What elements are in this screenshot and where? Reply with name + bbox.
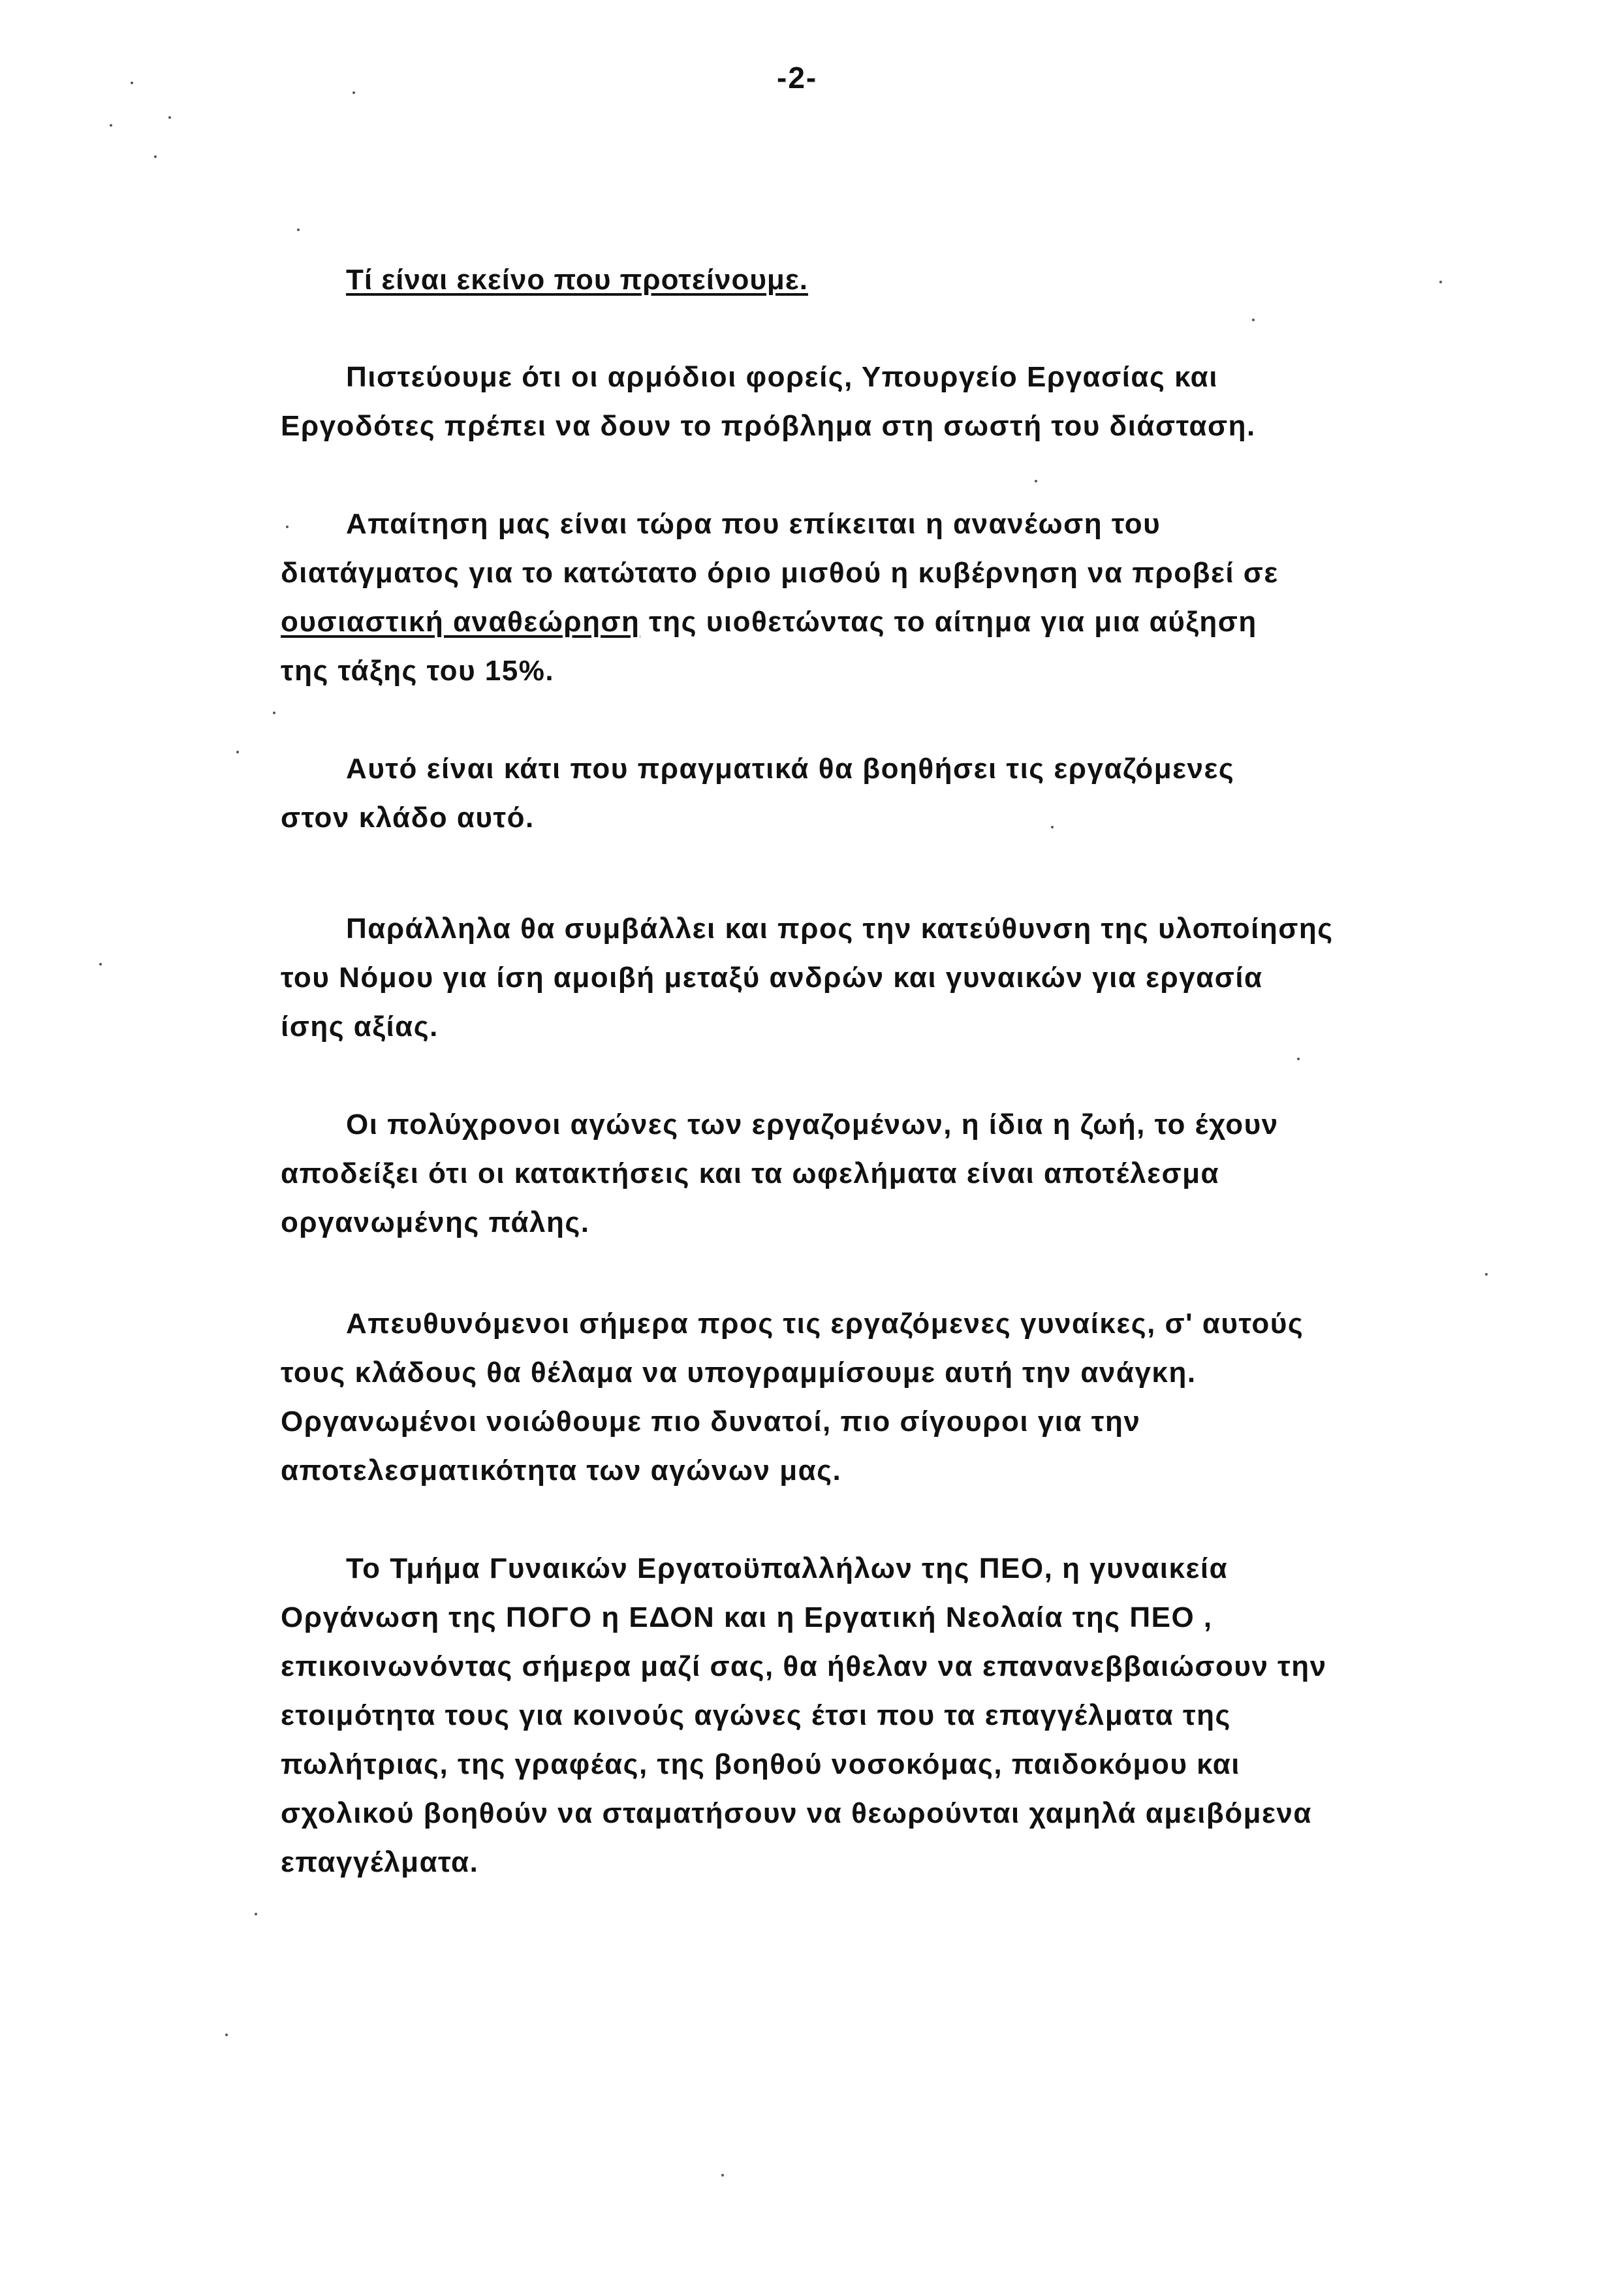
scan-speck: [273, 712, 275, 714]
scan-speck: [1035, 480, 1037, 482]
paragraph-2: [281, 499, 1351, 695]
section-heading: Τί είναι εκείνο που προτείνουμε.: [346, 264, 808, 296]
scan-speck: [1051, 826, 1054, 828]
paragraph-line: πωλήτριας, της γραφέας, της βοηθού νοσοκόμας, παιδοκόμου και: [281, 1748, 1241, 1780]
paragraph-line: στον κλάδο αυτό.: [281, 802, 535, 834]
paragraph-line: ετοιμότητα τους για κοινούς αγώνες έτσι που τα επαγγέλματα της: [281, 1699, 1231, 1731]
paragraph-line: διατάγματος για το κατώτατο όριο μισθού η κυβέρνηση να προβεί σε: [281, 557, 1279, 589]
scan-speck: [1297, 1058, 1300, 1060]
paragraph-line: τους κλάδους θα θέλαμα να υπογραμμίσουμε αυτή την ανάγκη.: [281, 1357, 1197, 1389]
scan-speck: [236, 751, 239, 753]
paragraph-7: [281, 1544, 1351, 1887]
paragraph-line: Απαίτηση μας είναι τώρα που επίκειται η ανανέωση του: [346, 508, 1161, 540]
paragraph-line: Παράλληλα θα συμβάλλει και προς την κατεύθυνση της υλοποίησης: [346, 913, 1334, 945]
paragraph-line-rest: της υιοθετώντας το αίτημα για μια αύξηση: [640, 606, 1257, 638]
paragraph-line: του Νόμου για ίση αμοιβή μεταξύ ανδρών και γυναικών για εργασία: [281, 962, 1263, 994]
paragraph-6: [281, 1299, 1351, 1495]
paragraph-line: Το Τμήμα Γυναικών Εργατοϋπαλλήλων της ΠΕΟ, η γυναικεία: [346, 1552, 1229, 1584]
paragraph-line: αποδείξει ότι οι κατακτήσεις και τα ωφελήματα είναι αποτέλεσμα: [281, 1157, 1220, 1189]
paragraph-line: [281, 597, 1351, 646]
scan-speck: [297, 228, 300, 231]
scan-speck: [154, 155, 157, 158]
paragraph-line: Οργανωμένοι νοιώθουμε πιο δυνατοί, πιο σίγουροι για την: [281, 1406, 1141, 1438]
scan-speck: [1252, 319, 1255, 321]
page-number: -2-: [777, 61, 818, 95]
scan-speck: [1485, 1273, 1488, 1276]
paragraph-4: [281, 904, 1351, 1051]
paragraph-line: σχολικού βοηθούν να σταματήσουν να θεωρούνται χαμηλά αμειβόμενα: [281, 1797, 1312, 1829]
paragraph-1: [281, 353, 1351, 450]
scan-speck: [110, 124, 112, 127]
scan-speck: [721, 2174, 724, 2177]
paragraph-line: επικοινωνόντας σήμερα μαζί σας, θα ήθελαν να επανανεββαιώσουν την: [281, 1650, 1327, 1682]
scan-speck: [352, 91, 355, 94]
scan-speck: [168, 116, 171, 119]
paragraph-line: αποτελεσματικότητα των αγώνων μας.: [281, 1455, 842, 1486]
scan-speck: [225, 2034, 228, 2036]
paragraph-line: της τάξης του 15%.: [281, 655, 555, 687]
paragraph-line: Πιστεύουμε ότι οι αρμόδιοι φορείς, Υπουργείο Εργασίας και: [346, 361, 1218, 393]
scan-speck: [1439, 281, 1442, 283]
scan-speck: [255, 1913, 257, 1915]
paragraph-line: Οργάνωση της ΠΟΓΟ η ΕΔΟΝ και η Εργατική Νεολαία της ΠΕΟ ,: [281, 1601, 1213, 1633]
paragraph-3: [281, 744, 1351, 842]
paragraph-line: Αυτό είναι κάτι που πραγματικά θα βοηθήσει τις εργαζόμενες: [346, 753, 1235, 785]
scan-speck: [131, 82, 133, 84]
paragraph-5: [281, 1100, 1351, 1247]
underlined-phrase: ουσιαστική αναθεώρηση: [281, 606, 640, 638]
paragraph-line: Απευθυνόμενοι σήμερα προς τις εργαζόμενες γυναίκες, σ' αυτούς: [346, 1308, 1304, 1340]
paragraph-line: οργανωμένης πάλης.: [281, 1206, 590, 1238]
paragraph-line: Οι πολύχρονοι αγώνες των εργαζομένων, η ίδια η ζωή, το έχουν: [346, 1109, 1279, 1140]
scan-speck: [286, 526, 289, 528]
paragraph-line: επαγγέλματα.: [281, 1846, 479, 1878]
scan-speck: [99, 963, 102, 966]
paragraph-line: ίσης αξίας.: [281, 1011, 439, 1043]
paragraph-line: Εργοδότες πρέπει να δουν το πρόβλημα στη σωστή του διάσταση.: [281, 410, 1256, 442]
